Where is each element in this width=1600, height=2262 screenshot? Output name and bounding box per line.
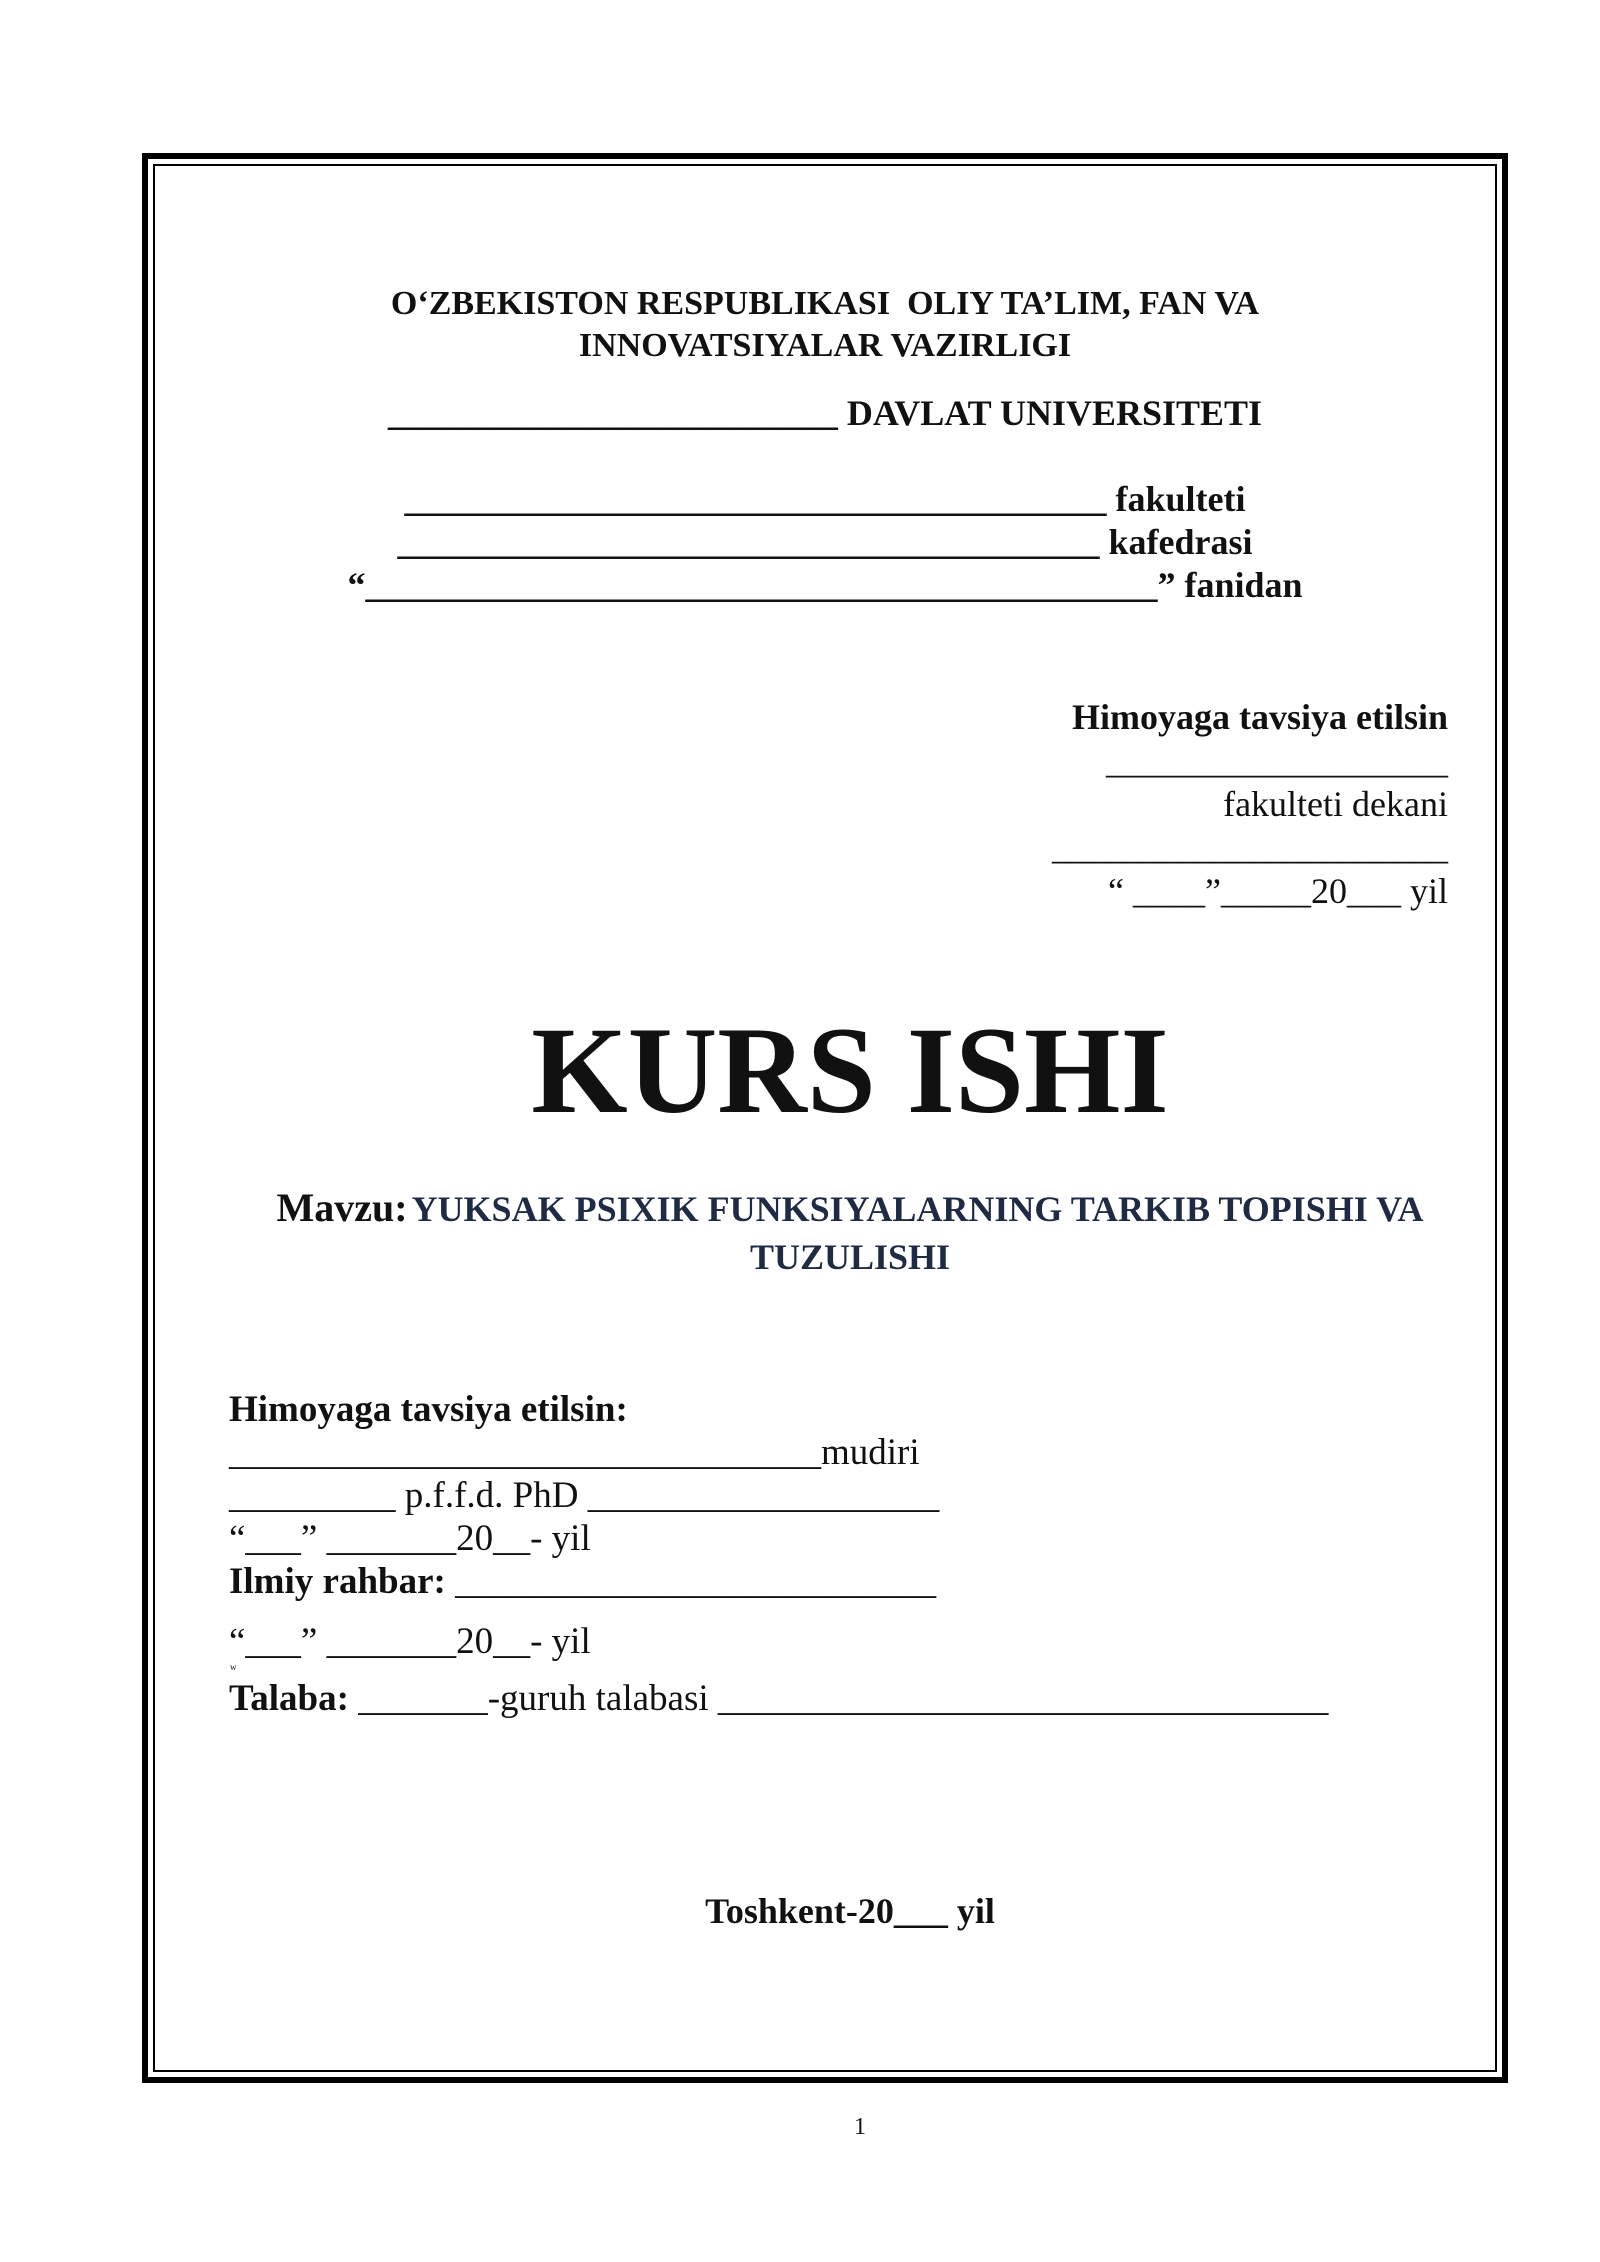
degree-line: _________ p.f.f.d. PhD ___________________ <box>229 1475 940 1516</box>
approval-top-line-1: ___________________ <box>1106 741 1448 781</box>
document-title: KURS ISHI <box>531 1002 1169 1139</box>
supervisor-blank: __________________________ <box>445 1561 937 1602</box>
faculty-line: _______________________________________ fakulteti <box>404 479 1246 519</box>
city-year: Toshkent-20___ yil <box>705 1891 995 1931</box>
approval-top-heading: Himoyaga tavsiya etilsin <box>1072 697 1448 737</box>
ministry-line-2: INNOVATSIYALAR VAZIRLIGI <box>578 327 1072 364</box>
head-blank: ________________________________ <box>229 1432 821 1473</box>
supervisor-line <box>229 1560 936 1603</box>
approval-top-date: “ ____”_____20___ yil <box>1108 871 1448 911</box>
approval-date-1: “___” _______20__- yil <box>229 1518 591 1559</box>
approval-top-dean: fakulteti dekani <box>1223 784 1448 824</box>
university-line: _________________________ DAVLAT UNIVERSITETI <box>387 393 1263 433</box>
approval-top-line-2: ______________________ <box>1052 827 1448 867</box>
topic-text-1: YUKSAK PSIXIK FUNKSIYALARNING TARKIB TOPISHI VA <box>411 1189 1424 1229</box>
approval-bottom-head <box>229 1431 920 1474</box>
small-mark: w <box>230 1662 237 1672</box>
approval-bottom-heading: Himoyaga tavsiya etilsin: <box>229 1389 628 1430</box>
supervisor-label: Ilmiy rahbar: <box>229 1561 446 1602</box>
topic-label: Mavzu: <box>276 1185 408 1230</box>
student-line <box>229 1677 1328 1720</box>
approval-date-2: “___” _______20__- yil <box>229 1621 591 1662</box>
topic-line-1 <box>150 1184 1550 1231</box>
student-label: Talaba: <box>229 1678 349 1719</box>
student-text: _______-guruh talabasi _________________________________ <box>348 1678 1329 1719</box>
page-number: 1 <box>854 2114 866 2140</box>
ministry-line-1: O‘ZBEKISTON RESPUBLIKASI OLIY TA’LIM, FAN VA <box>390 285 1260 322</box>
head-label: mudiri <box>821 1432 920 1473</box>
topic-line-2: TUZULISHI <box>749 1237 951 1277</box>
department-line: _______________________________________ kafedrasi <box>397 522 1253 562</box>
subject-line: “____________________________________________” fanidan <box>347 565 1303 605</box>
